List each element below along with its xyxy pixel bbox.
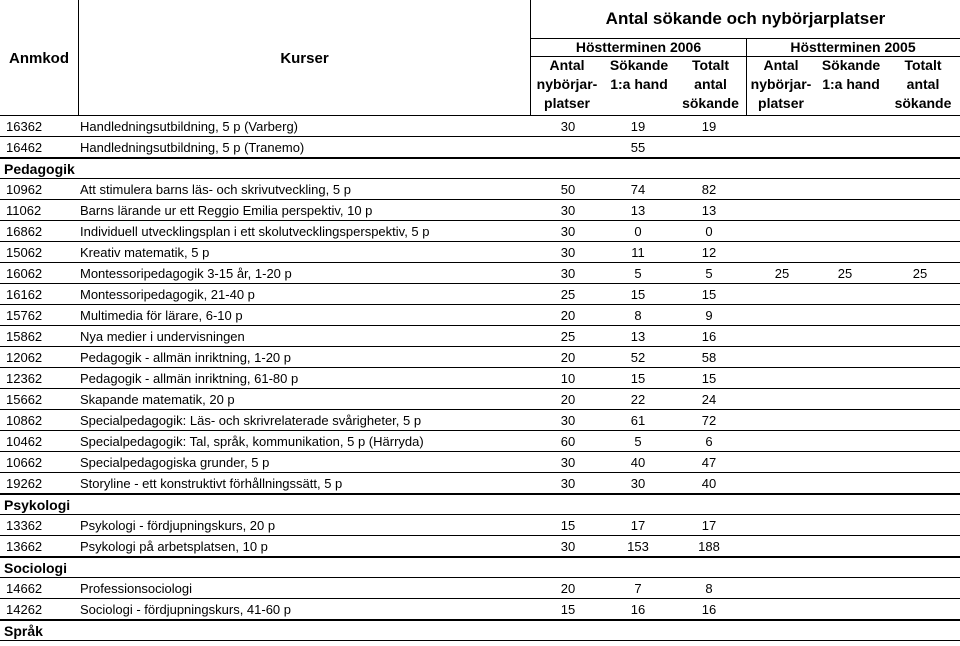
table-row [0,221,960,242]
row-divider [0,493,960,494]
table-row [0,200,960,221]
header-term-2006: Höstterminen 2006 [575,39,702,55]
totalt-2006: 82 [701,182,717,197]
header-line: 1:a hand [610,76,668,92]
header-sokande-2006 [603,56,675,116]
course-code: 16462 [6,140,43,155]
totalt-2006: 6 [705,434,713,449]
row-divider [0,619,960,620]
table-body [0,116,960,641]
course-name: Att stimulera barns läs- och skrivutveckling, 5 p [80,182,351,197]
totalt-2005: 25 [912,266,928,281]
header-anmkod: Anmkod [0,0,79,116]
totalt-2006: 16 [701,329,717,344]
course-name: Psykologi - fördjupningskurs, 20 p [80,518,276,533]
antal-2006: 50 [560,182,576,197]
course-name: Storyline - ett konstruktivt förhållningssätt, 5 p [80,476,343,491]
table-row [0,389,960,410]
totalt-2006: 12 [701,245,717,260]
header-main-title: Antal sökande och nybörjarplatser [605,9,886,28]
table-row [0,431,960,452]
table-row [0,326,960,347]
totalt-2006: 47 [701,455,717,470]
sokande-2006: 74 [630,182,646,197]
totalt-2006: 58 [701,350,717,365]
sokande-2006: 22 [630,392,646,407]
antal-2006: 30 [560,413,576,428]
totalt-2006: 72 [701,413,717,428]
antal-2006: 20 [560,392,576,407]
totalt-2006: 9 [705,308,713,323]
antal-2006: 20 [560,308,576,323]
totalt-2006: 8 [705,581,713,596]
course-code: 16862 [6,224,43,239]
course-name: Montessoripedagogik 3-15 år, 1-20 p [80,266,292,281]
antal-2006: 25 [560,287,576,302]
course-name: Specialpedagogiska grunder, 5 p [80,455,270,470]
totalt-2006: 15 [701,371,717,386]
table-row [0,263,960,284]
totalt-2006: 0 [705,224,713,239]
table-row [0,137,960,158]
course-name: Handledningsutbildning, 5 p (Varberg) [80,119,299,134]
course-name: Sociologi - fördjupningskurs, 41-60 p [80,602,292,617]
course-name: Pedagogik - allmän inriktning, 1-20 p [80,350,292,365]
course-name: Multimedia för lärare, 6-10 p [80,308,243,323]
header-sokande-2005 [816,56,886,116]
antal-2006: 15 [560,518,576,533]
sokande-2006: 5 [634,266,642,281]
course-name: Kreativ matematik, 5 p [80,245,210,260]
totalt-2006: 40 [701,476,717,491]
course-code: 11062 [6,203,42,218]
antal-2006: 10 [560,371,576,386]
header-divider [746,38,747,116]
table-row [0,179,960,200]
table-row [0,242,960,263]
antal-2006: 30 [560,245,576,260]
row-divider [0,157,960,158]
header-line: nybörjar- [536,76,598,92]
totalt-2006: 15 [701,287,717,302]
header-line: Totalt [691,57,730,73]
sokande-2006: 52 [630,350,646,365]
totalt-2006: 19 [701,119,717,134]
section-header: Psykologi [0,494,960,515]
antal-2006: 30 [560,476,576,491]
antal-2006: 20 [560,350,576,365]
table-row [0,284,960,305]
totalt-2006: 17 [701,518,717,533]
sokande-2006: 30 [630,476,646,491]
header-line: antal [694,76,727,92]
sokande-2006: 40 [630,455,646,470]
header-line: Totalt [904,57,942,73]
table-row [0,515,960,536]
course-code: 15662 [6,392,43,407]
table-row [0,116,960,137]
antal-2005: 25 [774,266,790,281]
course-name: Professionsociologi [80,581,193,596]
table-row [0,452,960,473]
header-line: nybörjar- [750,76,812,92]
course-code: 13362 [6,518,43,533]
table-row [0,347,960,368]
table-row [0,473,960,494]
header-line: Sökande [609,57,669,73]
antal-2006: 30 [560,455,576,470]
header-line: platser [758,95,804,111]
course-name: Psykologi på arbetsplatsen, 10 p [80,539,268,554]
sokande-2006: 61 [630,413,646,428]
antal-2006: 60 [560,434,576,449]
course-code: 19262 [6,476,43,491]
totalt-2006: 188 [698,539,720,554]
course-code: 12062 [6,350,43,365]
section-header: Sociologi [0,557,960,578]
antal-2006: 30 [560,119,576,134]
header-term-2005: Höstterminen 2005 [790,39,916,55]
sokande-2006: 16 [630,602,646,617]
header-line: 1:a hand [822,76,880,92]
sokande-2006: 7 [634,581,642,596]
table-header [0,0,960,116]
course-name: Individuell utvecklingsplan i ett skolutvecklingsperspektiv, 5 p [80,224,430,239]
table-row [0,410,960,431]
course-name: Montessoripedagogik, 21-40 p [80,287,255,302]
antal-2006: 20 [560,581,576,596]
section-header: Språk [0,620,960,641]
antal-2006: 30 [560,266,576,281]
header-totalt-2006 [675,56,746,116]
course-name: Barns lärande ur ett Reggio Emilia perspektiv, 10 p [80,203,373,218]
course-code: 14662 [6,581,43,596]
totalt-2006: 16 [701,602,717,617]
sokande-2006: 13 [630,329,646,344]
antal-2006: 30 [560,224,576,239]
course-code: 10862 [6,413,43,428]
table-row [0,578,960,599]
course-code: 16062 [6,266,43,281]
sokande-2006: 15 [630,287,646,302]
header-line: sökande [682,95,739,111]
sokande-2006: 153 [627,539,649,554]
course-name: Nya medier i undervisningen [80,329,245,344]
header-totalt-2005 [886,56,960,116]
course-name: Pedagogik - allmän inriktning, 61-80 p [80,371,299,386]
antal-2006: 15 [560,602,576,617]
section-header: Pedagogik [0,158,960,179]
table-row [0,536,960,557]
totalt-2006: 5 [705,266,713,281]
table-row [0,305,960,326]
course-code: 10962 [6,182,43,197]
antal-2006: 30 [560,539,576,554]
header-line: antal [906,76,940,92]
table-row [0,368,960,389]
course-code: 16362 [6,119,43,134]
course-code: 10462 [6,434,43,449]
totalt-2006: 13 [701,203,717,218]
course-code: 15062 [6,245,43,260]
sokande-2006: 55 [630,140,646,155]
course-name: Skapande matematik, 20 p [80,392,235,407]
header-antal-2005 [746,56,816,116]
course-name: Handledningsutbildning, 5 p (Tranemo) [80,140,305,155]
sokande-2006: 0 [634,224,642,239]
course-name: Specialpedagogik: Läs- och skrivrelaterade svårigheter, 5 p [80,413,422,428]
course-code: 13662 [6,539,43,554]
sokande-2006: 11 [631,245,645,260]
sokande-2006: 17 [630,518,646,533]
header-line: platser [544,95,590,111]
antal-2006: 25 [560,329,576,344]
sokande-2006: 8 [634,308,642,323]
course-code: 10662 [6,455,43,470]
sokande-2006: 13 [630,203,646,218]
header-antal-2006 [531,56,603,116]
header-line: Sökande [821,57,881,73]
header-kurser: Kurser [79,0,531,116]
course-code: 15862 [6,329,43,344]
course-name: Specialpedagogik: Tal, språk, kommunikation, 5 p (Härryda) [80,434,424,449]
course-code: 12362 [6,371,43,386]
row-divider [0,556,960,557]
totalt-2006: 24 [701,392,717,407]
header-line: Antal [549,57,585,73]
sokande-2006: 5 [634,434,642,449]
table-row [0,599,960,620]
antal-2006: 30 [560,203,576,218]
sokande-2005: 25 [837,266,853,281]
header-line: sökande [894,95,952,111]
course-code: 14262 [6,602,43,617]
course-code: 16162 [6,287,43,302]
sokande-2006: 19 [630,119,646,134]
sokande-2006: 15 [630,371,646,386]
header-line: Antal [763,57,799,73]
course-code: 15762 [6,308,43,323]
